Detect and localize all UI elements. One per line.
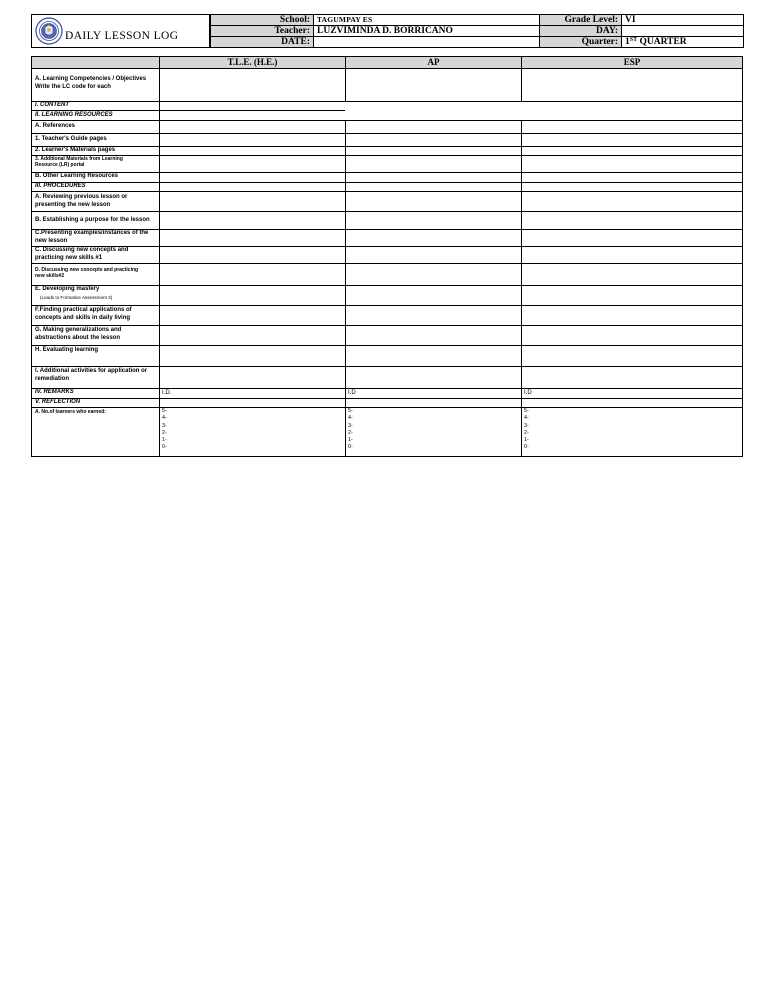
row-label-content: I. CONTENT	[35, 102, 69, 108]
scores-tle: 5- 4- 3- 2- 1- 0-	[162, 408, 167, 451]
blank-header-cell	[32, 57, 159, 68]
grid-line	[32, 110, 345, 111]
grid-divider	[159, 57, 160, 456]
column-header-tle: T.L.E. (H.E.)	[160, 57, 345, 68]
row-label-learners-materials: 2. Learner's Materials pages	[35, 147, 116, 153]
quarter-number: 1	[625, 37, 630, 47]
grid-line	[32, 133, 742, 134]
row-label-presenting: C.Presenting examples/instances of the new lesson	[35, 230, 149, 244]
day-label: DAY:	[540, 26, 622, 37]
grid-line	[32, 68, 742, 69]
remarks-esp: I.D	[524, 390, 532, 396]
row-label-making: G. Making generalizations and abstractions about the lesson	[35, 327, 122, 341]
grid-line	[32, 285, 742, 286]
grid-line	[32, 101, 742, 102]
row-label-learners-earned: A. No.of learners who earned:	[35, 409, 106, 415]
row-label-reviewing: A. Reviewing previous lesson or presenting the new lesson	[35, 194, 128, 208]
grid-line	[32, 345, 742, 346]
row-note-formative: (Leads to Formative Assessment 3)	[40, 295, 113, 300]
grade-level-value: VI	[622, 15, 744, 26]
teacher-value: LUZVIMINDA D. BORRICANO	[314, 26, 540, 37]
grid-line	[32, 263, 742, 264]
school-label: School:	[211, 15, 314, 26]
column-header-esp: ESP	[522, 57, 742, 68]
row-label-discussing-1: C. Discussing new concepts and practicing new skills #1	[35, 247, 129, 261]
date-value	[314, 37, 540, 48]
row-label-evaluating: H. Evaluating learning	[35, 347, 99, 353]
grid-line	[32, 366, 742, 367]
quarter-suffix: ST	[629, 37, 638, 43]
grid-line	[32, 155, 742, 156]
grid-line	[32, 246, 742, 247]
grid-line	[32, 398, 742, 399]
grid-line	[32, 182, 742, 183]
header-info-table	[210, 14, 744, 48]
deped-seal-icon	[35, 17, 63, 45]
remarks-tle: I.D.	[162, 390, 172, 396]
row-label-finding: F.Finding practical applications of concepts and skills in daily living	[35, 307, 132, 321]
title-box	[31, 14, 210, 48]
document-title: DAILY LESSON LOG	[65, 30, 179, 42]
scores-esp: 5- 4- 3- 2- 1- 0-	[524, 408, 529, 451]
row-label-remarks: IV. REMARKS	[35, 389, 74, 395]
quarter-word: QUARTER	[637, 37, 687, 47]
row-label-discussing-2: D. Discussing new concepts and practicing new skills#2	[35, 267, 139, 280]
row-label-references: A. References	[35, 123, 76, 129]
row-label-learning-resources: II. LEARNING RESOURCES	[35, 112, 113, 118]
grid-divider	[521, 120, 522, 456]
row-label-other-resources: B. Other Learning Resources	[35, 173, 119, 179]
row-label-lr-portal: 3. Additional Materials from Learning Resource (LR) portal	[35, 156, 123, 169]
grid-line	[32, 120, 742, 121]
grid-line	[32, 146, 742, 147]
scores-ap: 5- 4- 3- 2- 1- 0-	[348, 408, 353, 451]
grid-line	[32, 325, 742, 326]
grid-line	[32, 172, 742, 173]
column-header-ap: AP	[346, 57, 521, 68]
grid-line	[32, 407, 742, 408]
grid-line	[32, 305, 742, 306]
row-label-developing: E. Developing mastery	[35, 286, 100, 292]
row-label-reflection: V. REFLECTION	[35, 399, 81, 405]
grid-divider	[521, 57, 522, 101]
grade-level-label: Grade Level:	[540, 15, 622, 26]
day-value	[622, 26, 744, 37]
remarks-ap: I.D	[348, 390, 356, 396]
lesson-grid	[31, 56, 743, 457]
quarter-value	[622, 37, 744, 48]
row-label-establishing: B. Establishing a purpose for the lesson	[35, 217, 150, 223]
grid-divider	[345, 57, 346, 101]
row-label-objectives: A. Learning Competencies / Objectives Write the LC code for each	[35, 76, 147, 90]
date-label: DATE:	[211, 37, 314, 48]
school-value: TAGUMPAY ES	[314, 15, 540, 26]
teacher-label: Teacher:	[211, 26, 314, 37]
grid-line	[32, 191, 742, 192]
row-label-teachers-guide: 1. Teacher's Guide pages	[35, 136, 107, 142]
quarter-label: Quarter:	[540, 37, 622, 48]
grid-line	[32, 388, 742, 389]
row-label-procedures: III. PROCEDURES	[35, 183, 86, 189]
row-label-additional: I. Additional activities for application or remediation	[35, 368, 148, 382]
grid-divider	[345, 120, 346, 456]
grid-line	[32, 211, 742, 212]
